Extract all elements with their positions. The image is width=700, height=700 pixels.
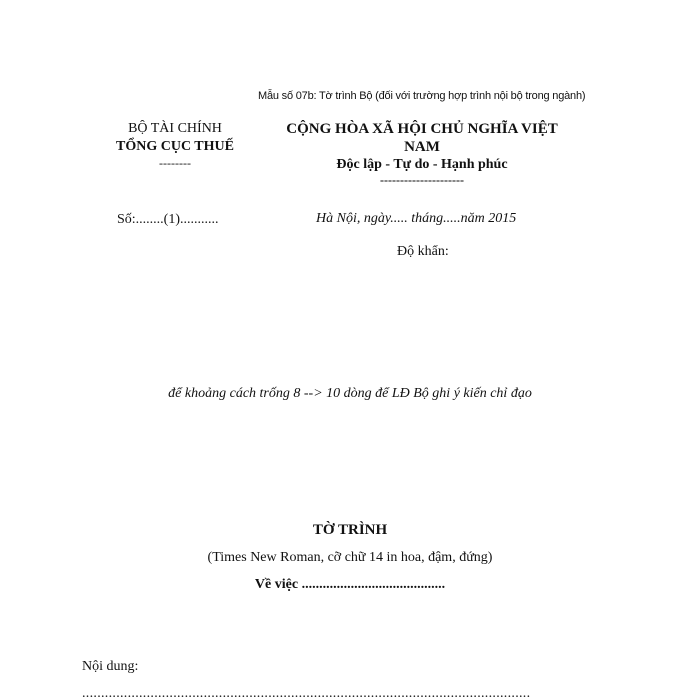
motto-separator: --------------------- [380,173,464,187]
document-number: Số:........(1)........... [117,212,219,227]
place-and-date: Hà Nội, ngày..... tháng.....năm 2015 [316,211,517,226]
national-title-line2: NAM [404,139,440,155]
national-title-line1: CỘNG HÒA XÃ HỘI CHỦ NGHĨA VIỆT [286,121,558,137]
subject-line: Về việc ......................................... [254,577,446,592]
agency-separator: -------- [159,156,191,170]
guidance-note: để khoảng cách trống 8 --> 10 dòng để LĐ Bộ ghi ý kiến chỉ đạo [168,386,532,401]
national-motto: Độc lập - Tự do - Hạnh phúc [336,157,508,172]
ministry-name: BỘ TÀI CHÍNH [128,121,222,136]
document-title: TỜ TRÌNH [312,522,388,538]
content-label: Nội dung: [82,659,139,674]
form-template-note: Mẫu số 07b: Tờ trình Bộ (đối với trường hợp trình nội bộ trong ngành) [258,90,586,102]
national-header-block [282,120,562,186]
issuing-agency-block [100,120,250,170]
urgency-label: Độ khẩn: [397,244,449,259]
department-name: TỔNG CỤC THUẾ [116,139,234,154]
content-dotted-line: ...................................................................................................................... [82,686,531,700]
format-note: (Times New Roman, cỡ chữ 14 in hoa, đậm, đứng) [207,550,493,565]
